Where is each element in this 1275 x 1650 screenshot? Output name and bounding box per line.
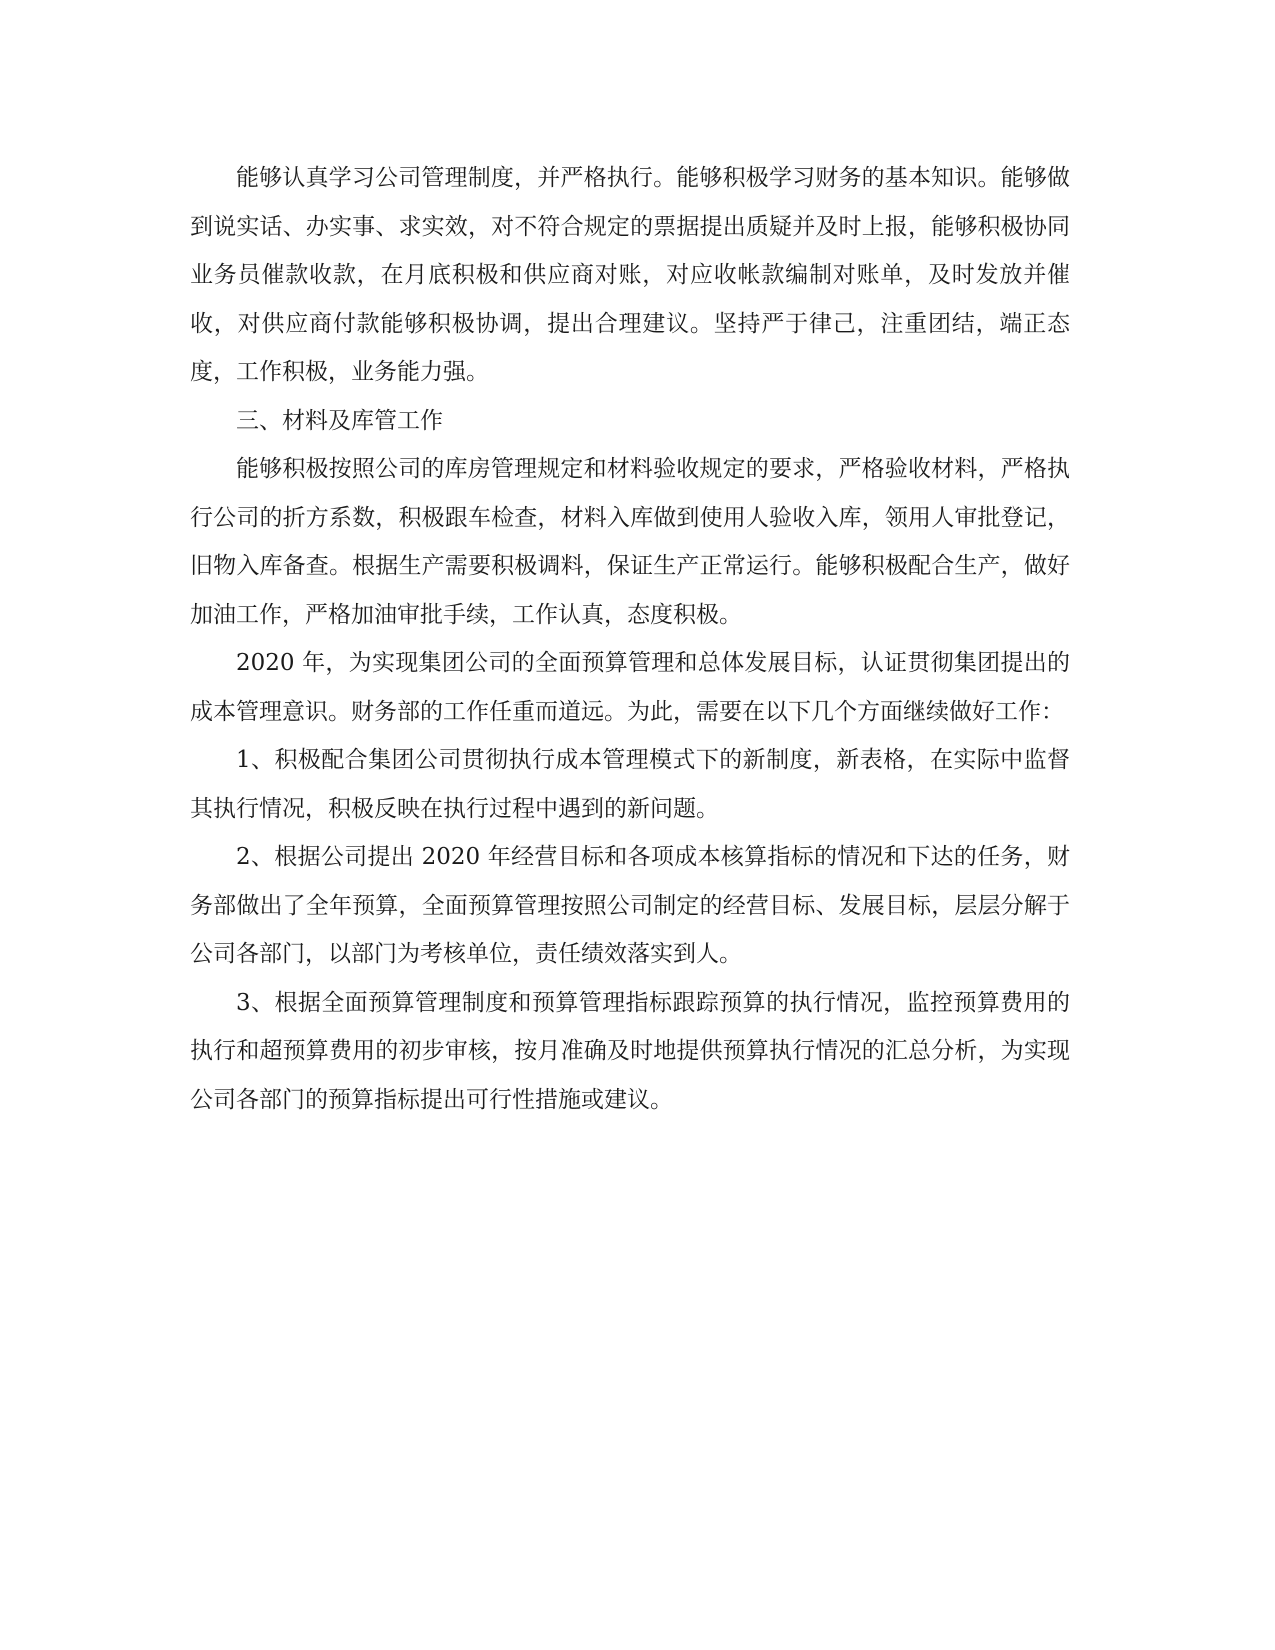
paragraph-finance-duties: 能够认真学习公司管理制度，并严格执行。能够积极学习财务的基本知识。能够做到说实话、办实事、求实效，对不符合规定的票据提出质疑并及时上报，能够积极协同业务员催款收款，在月底积极和供应商对账，对应收帐款编制对账单，及时发放并催收，对供应商付款能够积极协调，提出合理建议。坚持严于律己，注重团结，端正态度，工作积极，业务能力强。: [190, 165, 1070, 385]
list-item-2: 2、根据公司提出 2020 年经营目标和各项成本核算指标的情况和下达的任务，财务部做出了全年预算，全面预算管理按照公司制定的经营目标、发展目标，层层分解于公司各部门，以部门为考核单位，责任绩效落实到人。: [190, 844, 1070, 967]
paragraph-2020-goals: 2020 年，为实现集团公司的全面预算管理和总体发展目标，认证贯彻集团提出的成本管理意识。财务部的工作任重而道远。为此，需要在以下几个方面继续做好工作：: [190, 650, 1070, 725]
paragraph-materials: 能够积极按照公司的库房管理规定和材料验收规定的要求，严格验收材料，严格执行公司的折方系数，积极跟车检查，材料入库做到使用人验收入库，领用人审批登记，旧物入库备查。根据生产需要积极调料，保证生产正常运行。能够积极配合生产，做好加油工作，严格加油审批手续，工作认真，态度积极。: [190, 456, 1070, 628]
section-heading-materials: 三、材料及库管工作: [236, 407, 443, 434]
list-item-1: 1、积极配合集团公司贯彻执行成本管理模式下的新制度，新表格，在实际中监督其执行情况，积极反映在执行过程中遇到的新问题。: [190, 747, 1070, 822]
document-body: [190, 154, 1070, 1124]
list-item-3: 3、根据全面预算管理制度和预算管理指标跟踪预算的执行情况，监控预算费用的执行和超预算费用的初步审核，按月准确及时地提供预算执行情况的汇总分析，为实现公司各部门的预算指标提出可行性措施或建议。: [190, 989, 1070, 1113]
